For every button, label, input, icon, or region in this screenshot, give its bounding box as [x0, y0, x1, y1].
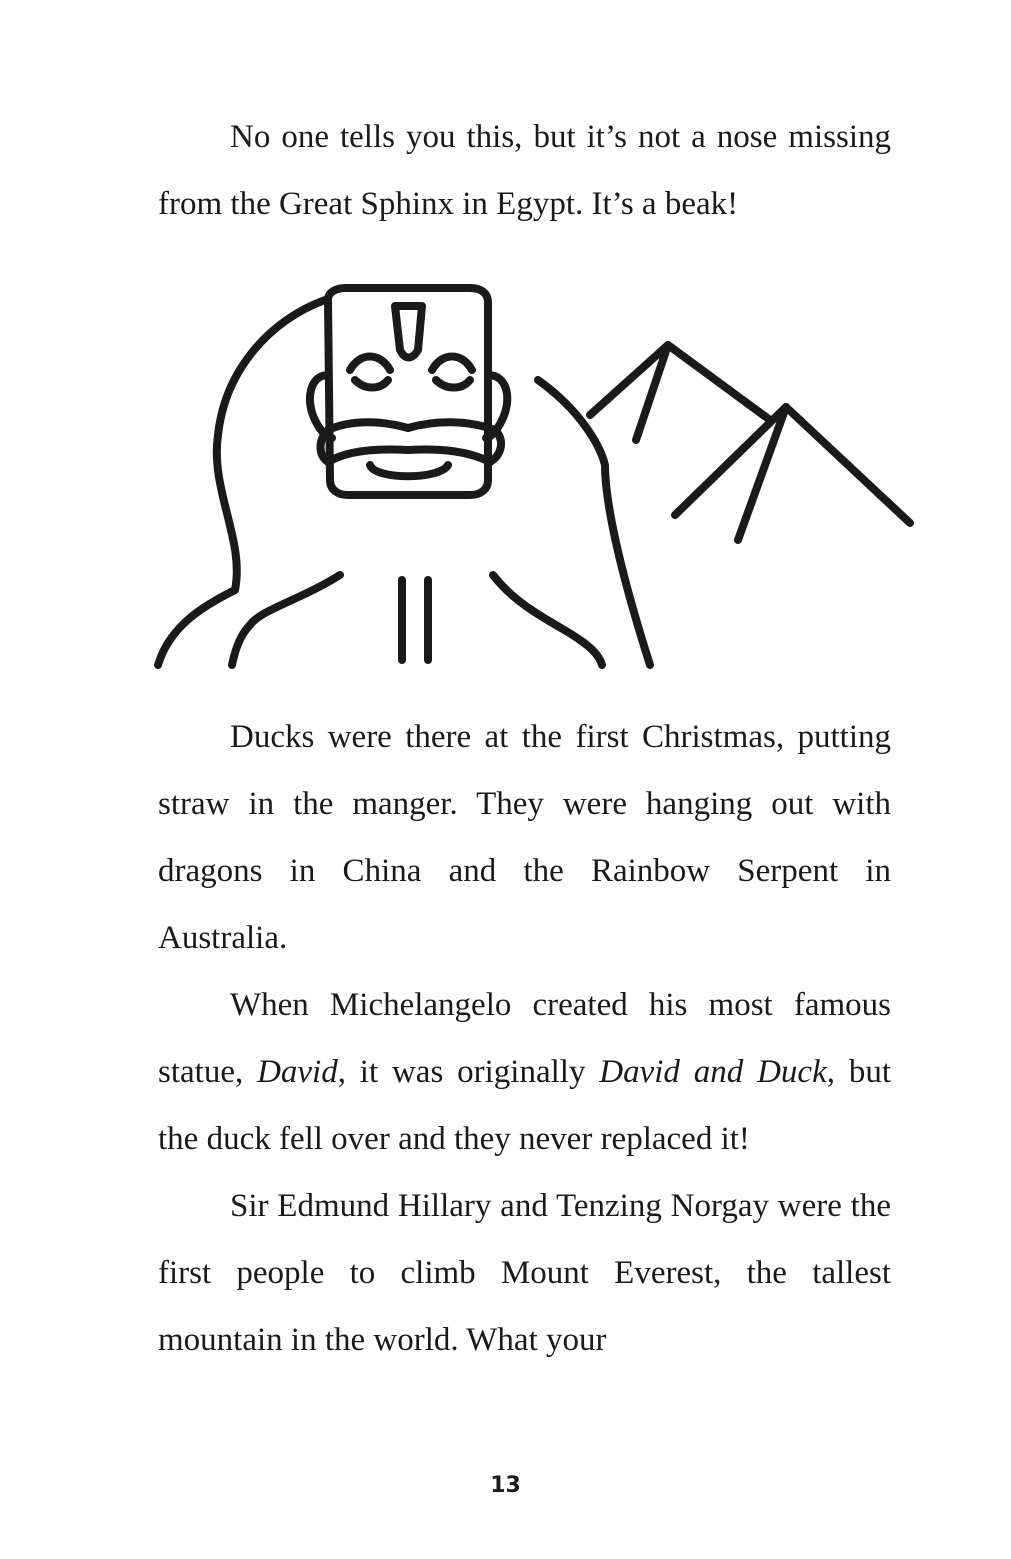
opening-paragraph-block — [158, 104, 891, 238]
pyramid-large — [590, 345, 770, 420]
sphinx-shoulder-right — [493, 575, 602, 665]
paragraph-michelangelo — [158, 972, 891, 1173]
page-number: 13 — [490, 1473, 521, 1498]
sphinx-head-stripe — [395, 306, 422, 358]
paragraph-ducks-christmas: Ducks were there at the first Christmas, putting straw in the manger. They were hanging out with dragons in China and the Rainbow Serpent in Australia. — [158, 719, 891, 956]
duck-beak-upper — [321, 422, 502, 462]
sphinx-headdress-outline — [158, 300, 325, 665]
sphinx-eye-left — [350, 357, 390, 371]
michelangelo-title-david: David — [257, 1054, 338, 1090]
sphinx-eye-right-lower — [436, 380, 470, 388]
sphinx-eye-right — [432, 357, 472, 371]
main-paragraphs-block — [158, 704, 891, 1374]
michelangelo-text-1: When Michelangelo created his most famous statue, — [158, 987, 891, 1090]
pyramid-small — [675, 407, 910, 523]
sphinx-shoulder-left — [232, 575, 340, 665]
duck-beak-lower — [370, 465, 448, 476]
paragraph-everest: Sir Edmund Hillary and Tenzing Norgay were the first people to climb Mount Everest, the tallest mountain in the world. What your — [158, 1188, 891, 1358]
sphinx-pyramids-illustration — [150, 280, 920, 670]
michelangelo-title-david-and-duck: David and Duck — [599, 1054, 827, 1090]
michelangelo-text-3: , but the duck fell over and they never replaced it! — [158, 1054, 891, 1157]
paragraph-sphinx-beak: No one tells you this, but it’s not a nose missing from the Great Sphinx in Egypt. It’s a beak! — [158, 119, 891, 222]
sphinx-eye-left-lower — [355, 380, 388, 388]
sphinx-head — [328, 288, 488, 495]
michelangelo-text-2: , it was originally — [337, 1054, 600, 1090]
